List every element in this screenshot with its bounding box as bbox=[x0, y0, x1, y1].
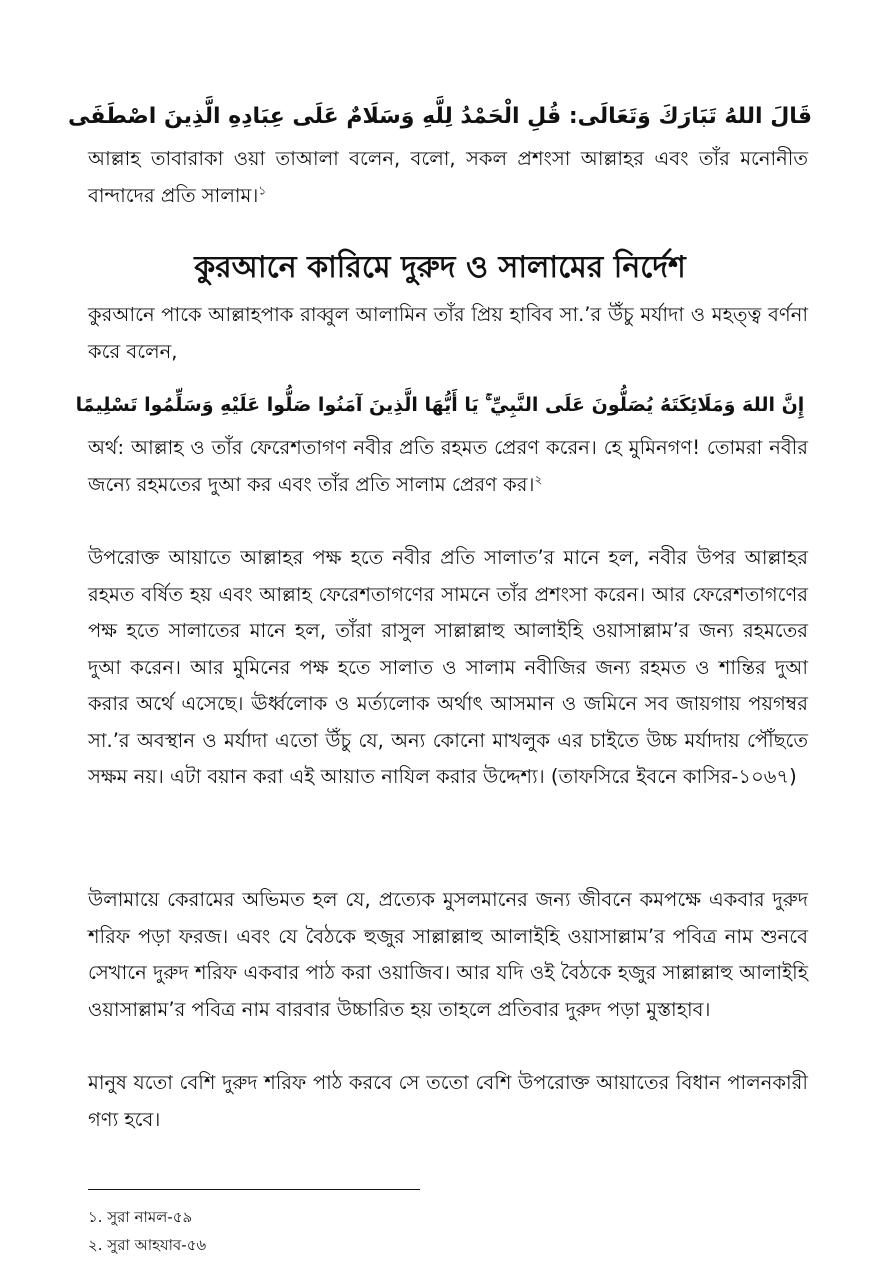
commentary-paragraph: উপরোক্ত আয়াতে আল্লাহর পক্ষ হতে নবীর প্রতি সালাত’র মানে হল, নবীর উপর আল্লাহর রহমত বর্ষিত হয় এবং আল্লাহ ফেরেশতাগণের সামনে তাঁর প্রশংসা করেন। আর ফেরেশতাগণের পক্ষ হতে সালাতের মানে হল, তাঁরা রাসুল সাল্লাল্লাহু আলাইহি ওয়াসাল্লাম’র জন্য রহমতের দুআ করেন। আর মুমিনের পক্ষ হতে সালাত ও সালাম নবীজির জন্য রহমত ও শান্তির দুআ করার অর্থে এসেছে। ঊর্ধ্বলোক ও মর্ত্যলোক অর্থাৎ আসমান ও জমিনে সব জায়গায় পয়গম্বর সা.’র অবস্থান ও মর্যাদা এতো উঁচু যে, অন্য কোনো মাখলুক এর চাইতে উচ্চ মর্যাদায় পৌঁছতে সক্ষম নয়। এটা বয়ান করা এই আয়াত নাযিল করার উদ্দেশ্য। (তাফসিরে ইবনে কাসির-১০৬৭) bbox=[88, 546, 808, 788]
intro-paragraph: কুরআনে পাকে আল্লাহপাক রাব্বুল আলামিন তাঁর প্রিয় হাবিব সা.’র উঁচু মর্যাদা ও মহত্ত্ব বর্ণনা করে বলেন, bbox=[88, 303, 808, 363]
footnote-ref-1: ১ bbox=[258, 183, 267, 197]
footnote-ref-2: ২ bbox=[534, 472, 543, 486]
footnote-1: ১. সুরা নামল-৫৯ bbox=[88, 1208, 193, 1226]
translation-text: আল্লাহ তাবারাকা ওয়া তাআলা বলেন, বলো, সকল প্রশংসা আল্লাহর এবং তাঁর মনোনীত বান্দাদের প্রতি সালাম। bbox=[88, 147, 808, 207]
arabic-verse-ahzab: إِنَّ اللهَ وَمَلَائِكَتَهُ يُصَلُّونَ عَلَى النَّبِيِّ ۚ يَا أَيُّهَا الَّذِينَ آمَنُوا صَلُّوا عَلَيْهِ وَسَلِّمُوا تَسْلِيمًا bbox=[75, 394, 805, 416]
scholars-opinion-paragraph: উলামায়ে কেরামের অভিমত হল যে, প্রত্যেক মুসলমানের জন্য জীবনে কমপক্ষে একবার দুরুদ শরিফ পড়া ফরজ। এবং যে বৈঠকে হুজুর সাল্লাল্লাহু আলাইহি ওয়াসাল্লাম’র পবিত্র নাম শুনবে সেখানে দুরুদ শরিফ একবার পাঠ করা ওয়াজিব। আর যদি ওই বৈঠকে হজুর সাল্লাল্লাহু আলাইহি ওয়াসাল্লাম’র পবিত্র নাম বারবার উচ্চারিত হয় তাহলে প্রতিবার দুরুদ পড়া মুস্তাহাব। bbox=[88, 888, 808, 1021]
footnote-2: ২. সুরা আহযাব-৫৬ bbox=[88, 1236, 207, 1254]
verse-ahzab-meaning bbox=[88, 430, 808, 503]
closing-paragraph: মানুষ যতো বেশি দুরুদ শরিফ পাঠ করবে সে ততো বেশি উপরোক্ত আয়াতের বিধান পালনকারী গণ্য হবে। bbox=[88, 1071, 808, 1131]
footnote-divider bbox=[88, 1189, 420, 1190]
arabic-verse-naml: قَالَ اللهُ تَبَارَكَ وَتَعَالَى: قُلِ الْحَمْدُ لِلَّهِ وَسَلَامٌ عَلَى عِبَادِهِ الَّذِينَ اصْطَفَى bbox=[68, 104, 812, 129]
verse-naml-translation bbox=[88, 141, 808, 214]
section-heading: কুরআনে কারিমে দুরুদ ও সালামের নির্দেশ bbox=[194, 250, 686, 285]
meaning-text: অর্থ: আল্লাহ ও তাঁর ফেরেশতাগণ নবীর প্রতি রহমত প্রেরণ করেন। হে মুমিনগণ! তোমরা নবীর জন্যে রহমতের দুআ কর এবং তাঁর প্রতি সালাম প্রেরণ কর। bbox=[88, 436, 808, 496]
